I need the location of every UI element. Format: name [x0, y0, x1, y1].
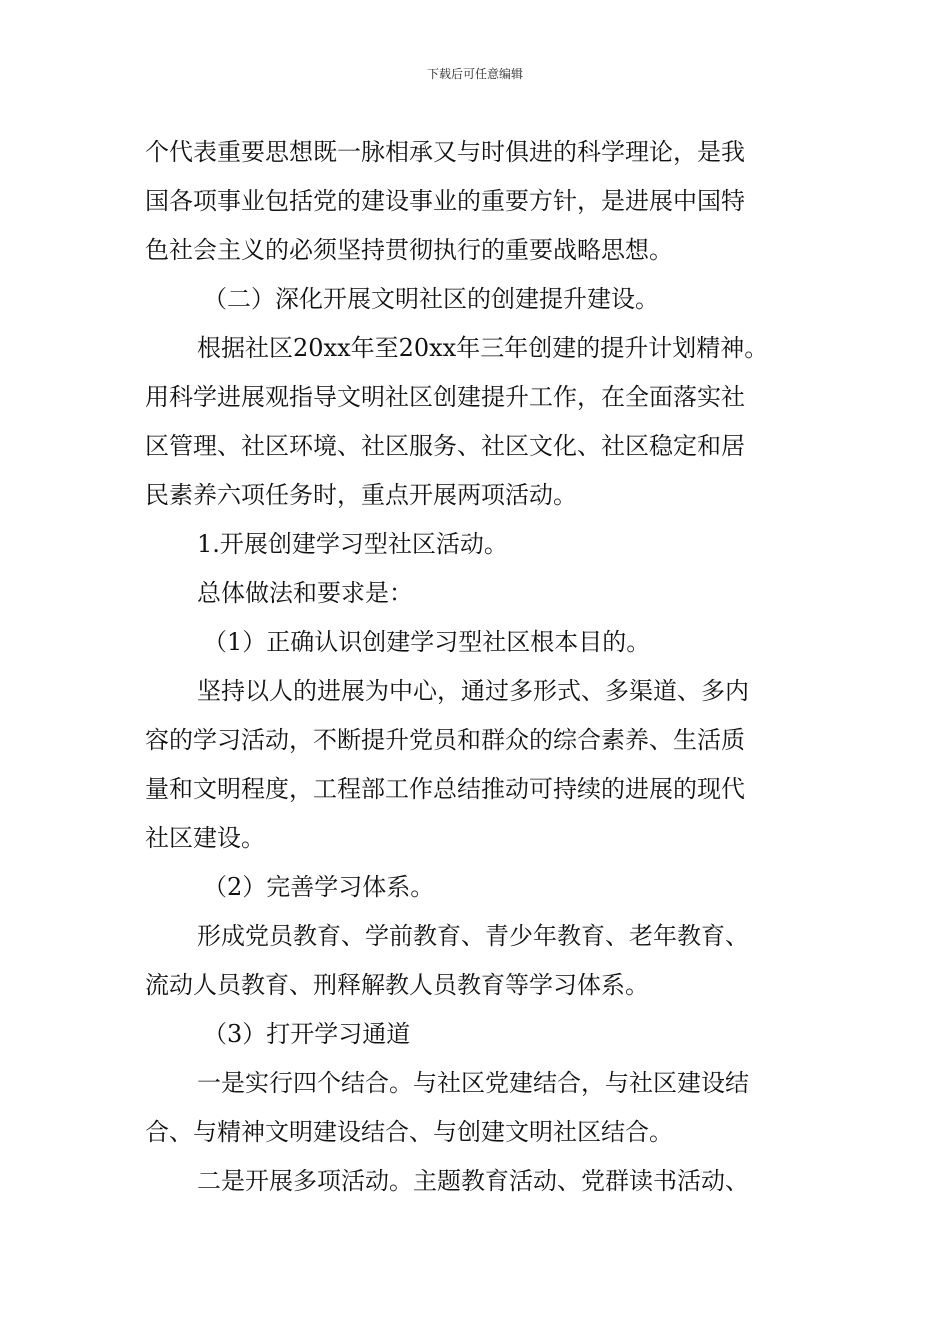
text-line: 二是开展多项活动。主题教育活动、党群读书活动、: [197, 1167, 749, 1195]
section-heading: （二）深化开展文明社区的创建提升建设。: [203, 285, 659, 313]
text-line: 一是实行四个结合。与社区党建结合，与社区建设结: [197, 1069, 749, 1097]
text-line: 量和文明程度，工程部工作总结推动可持续的进展的现代: [145, 775, 745, 803]
text-line: 用科学进展观指导文明社区创建提升工作，在全面落实社: [145, 383, 745, 411]
page-header: 下载后可任意编辑: [426, 67, 523, 81]
text-line: 个代表重要思想既一脉相承又与时俱进的科学理论，是我: [145, 138, 745, 166]
text-line: 坚持以人的进展为中心，通过多形式、多渠道、多内: [197, 677, 749, 705]
text-line: 流动人员教育、刑释解教人员教育等学习体系。: [145, 971, 649, 999]
text-line: 区管理、社区环境、社区服务、社区文化、社区稳定和居: [145, 432, 745, 460]
text-line: 容的学习活动，不断提升党员和群众的综合素养、生活质: [145, 726, 745, 754]
list-heading: 1.开展创建学习型社区活动。: [197, 530, 508, 558]
text-line: 色社会主义的必须坚持贯彻执行的重要战略思想。: [145, 236, 673, 264]
text-line: 总体做法和要求是：: [197, 579, 413, 607]
text-line: 合、与精神文明建设结合、与创建文明社区结合。: [145, 1118, 673, 1146]
subsection-heading: （1）正确认识创建学习型社区根本目的。: [203, 628, 651, 656]
text-line: 国各项事业包括党的建设事业的重要方针，是进展中国特: [145, 187, 745, 215]
subsection-heading: （3）打开学习通道: [203, 1020, 411, 1048]
subsection-heading: （2）完善学习体系。: [203, 873, 435, 901]
document-body: [145, 128, 810, 1206]
text-line: 形成党员教育、学前教育、青少年教育、老年教育、: [197, 922, 749, 950]
text-line: 根据社区20xx年至20xx年三年创建的提升计划精神。: [197, 334, 769, 362]
text-line: 社区建设。: [145, 824, 265, 852]
text-line: 民素养六项任务时，重点开展两项活动。: [145, 481, 577, 509]
